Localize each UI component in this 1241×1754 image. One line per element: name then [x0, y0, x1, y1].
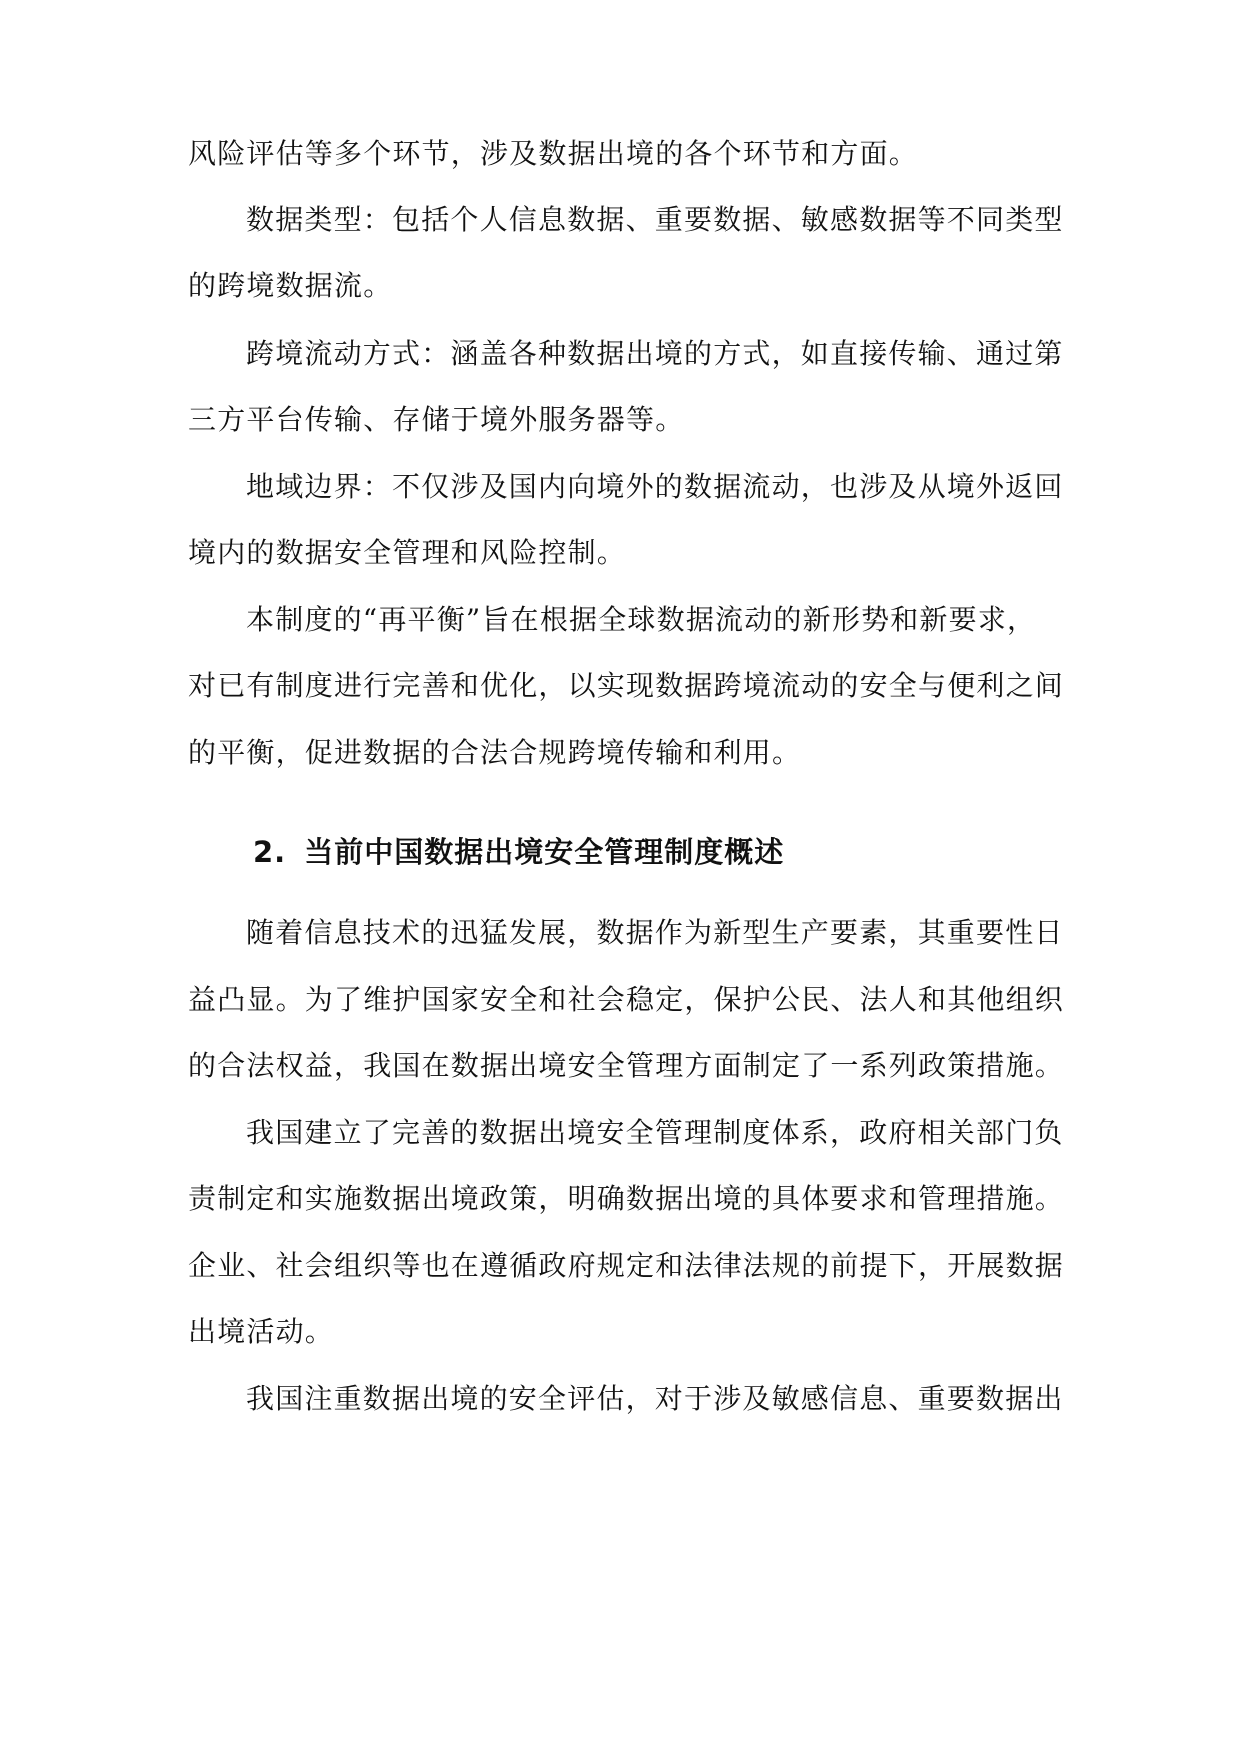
text-line: 跨境流动方式：涵盖各种数据出境的方式，如直接传输、通过第: [246, 337, 1064, 370]
text-line: 数据类型：包括个人信息数据、重要数据、敏感数据等不同类型: [246, 203, 1064, 236]
section-title: 当前中国数据出境安全管理制度概述: [304, 835, 785, 869]
section-number: 2.: [253, 835, 287, 869]
text-line: 对已有制度进行完善和优化，以实现数据跨境流动的安全与便利之间: [188, 669, 1065, 702]
text-line: 的平衡，促进数据的合法合规跨境传输和利用。: [188, 736, 802, 769]
text-line: 风险评估等多个环节，涉及数据出境的各个环节和方面。: [188, 137, 919, 170]
text-line: 境内的数据安全管理和风险控制。: [188, 536, 627, 569]
section-heading: [253, 833, 1073, 871]
text-line: 责制定和实施数据出境政策，明确数据出境的具体要求和管理措施。: [188, 1182, 1065, 1215]
text-line: 地域边界：不仅涉及国内向境外的数据流动，也涉及从境外返回: [246, 470, 1064, 503]
text-line: 益凸显。为了维护国家安全和社会稳定，保护公民、法人和其他组织: [188, 983, 1065, 1016]
text-line: 我国建立了完善的数据出境安全管理制度体系，政府相关部门负: [246, 1116, 1064, 1149]
text-line: 随着信息技术的迅猛发展，数据作为新型生产要素，其重要性日: [246, 916, 1064, 949]
text-line: 本制度的“再平衡”旨在根据全球数据流动的新形势和新要求，: [246, 603, 1037, 636]
text-line: 三方平台传输、存储于境外服务器等。: [188, 403, 685, 436]
text-line: 的跨境数据流。: [188, 269, 393, 302]
text-line: 的合法权益，我国在数据出境安全管理方面制定了一系列政策措施。: [188, 1049, 1065, 1082]
text-line: 企业、社会组织等也在遵循政府规定和法律法规的前提下，开展数据: [188, 1249, 1065, 1282]
text-line: 出境活动。: [188, 1315, 335, 1348]
text-line: 我国注重数据出境的安全评估，对于涉及敏感信息、重要数据出: [246, 1382, 1064, 1415]
